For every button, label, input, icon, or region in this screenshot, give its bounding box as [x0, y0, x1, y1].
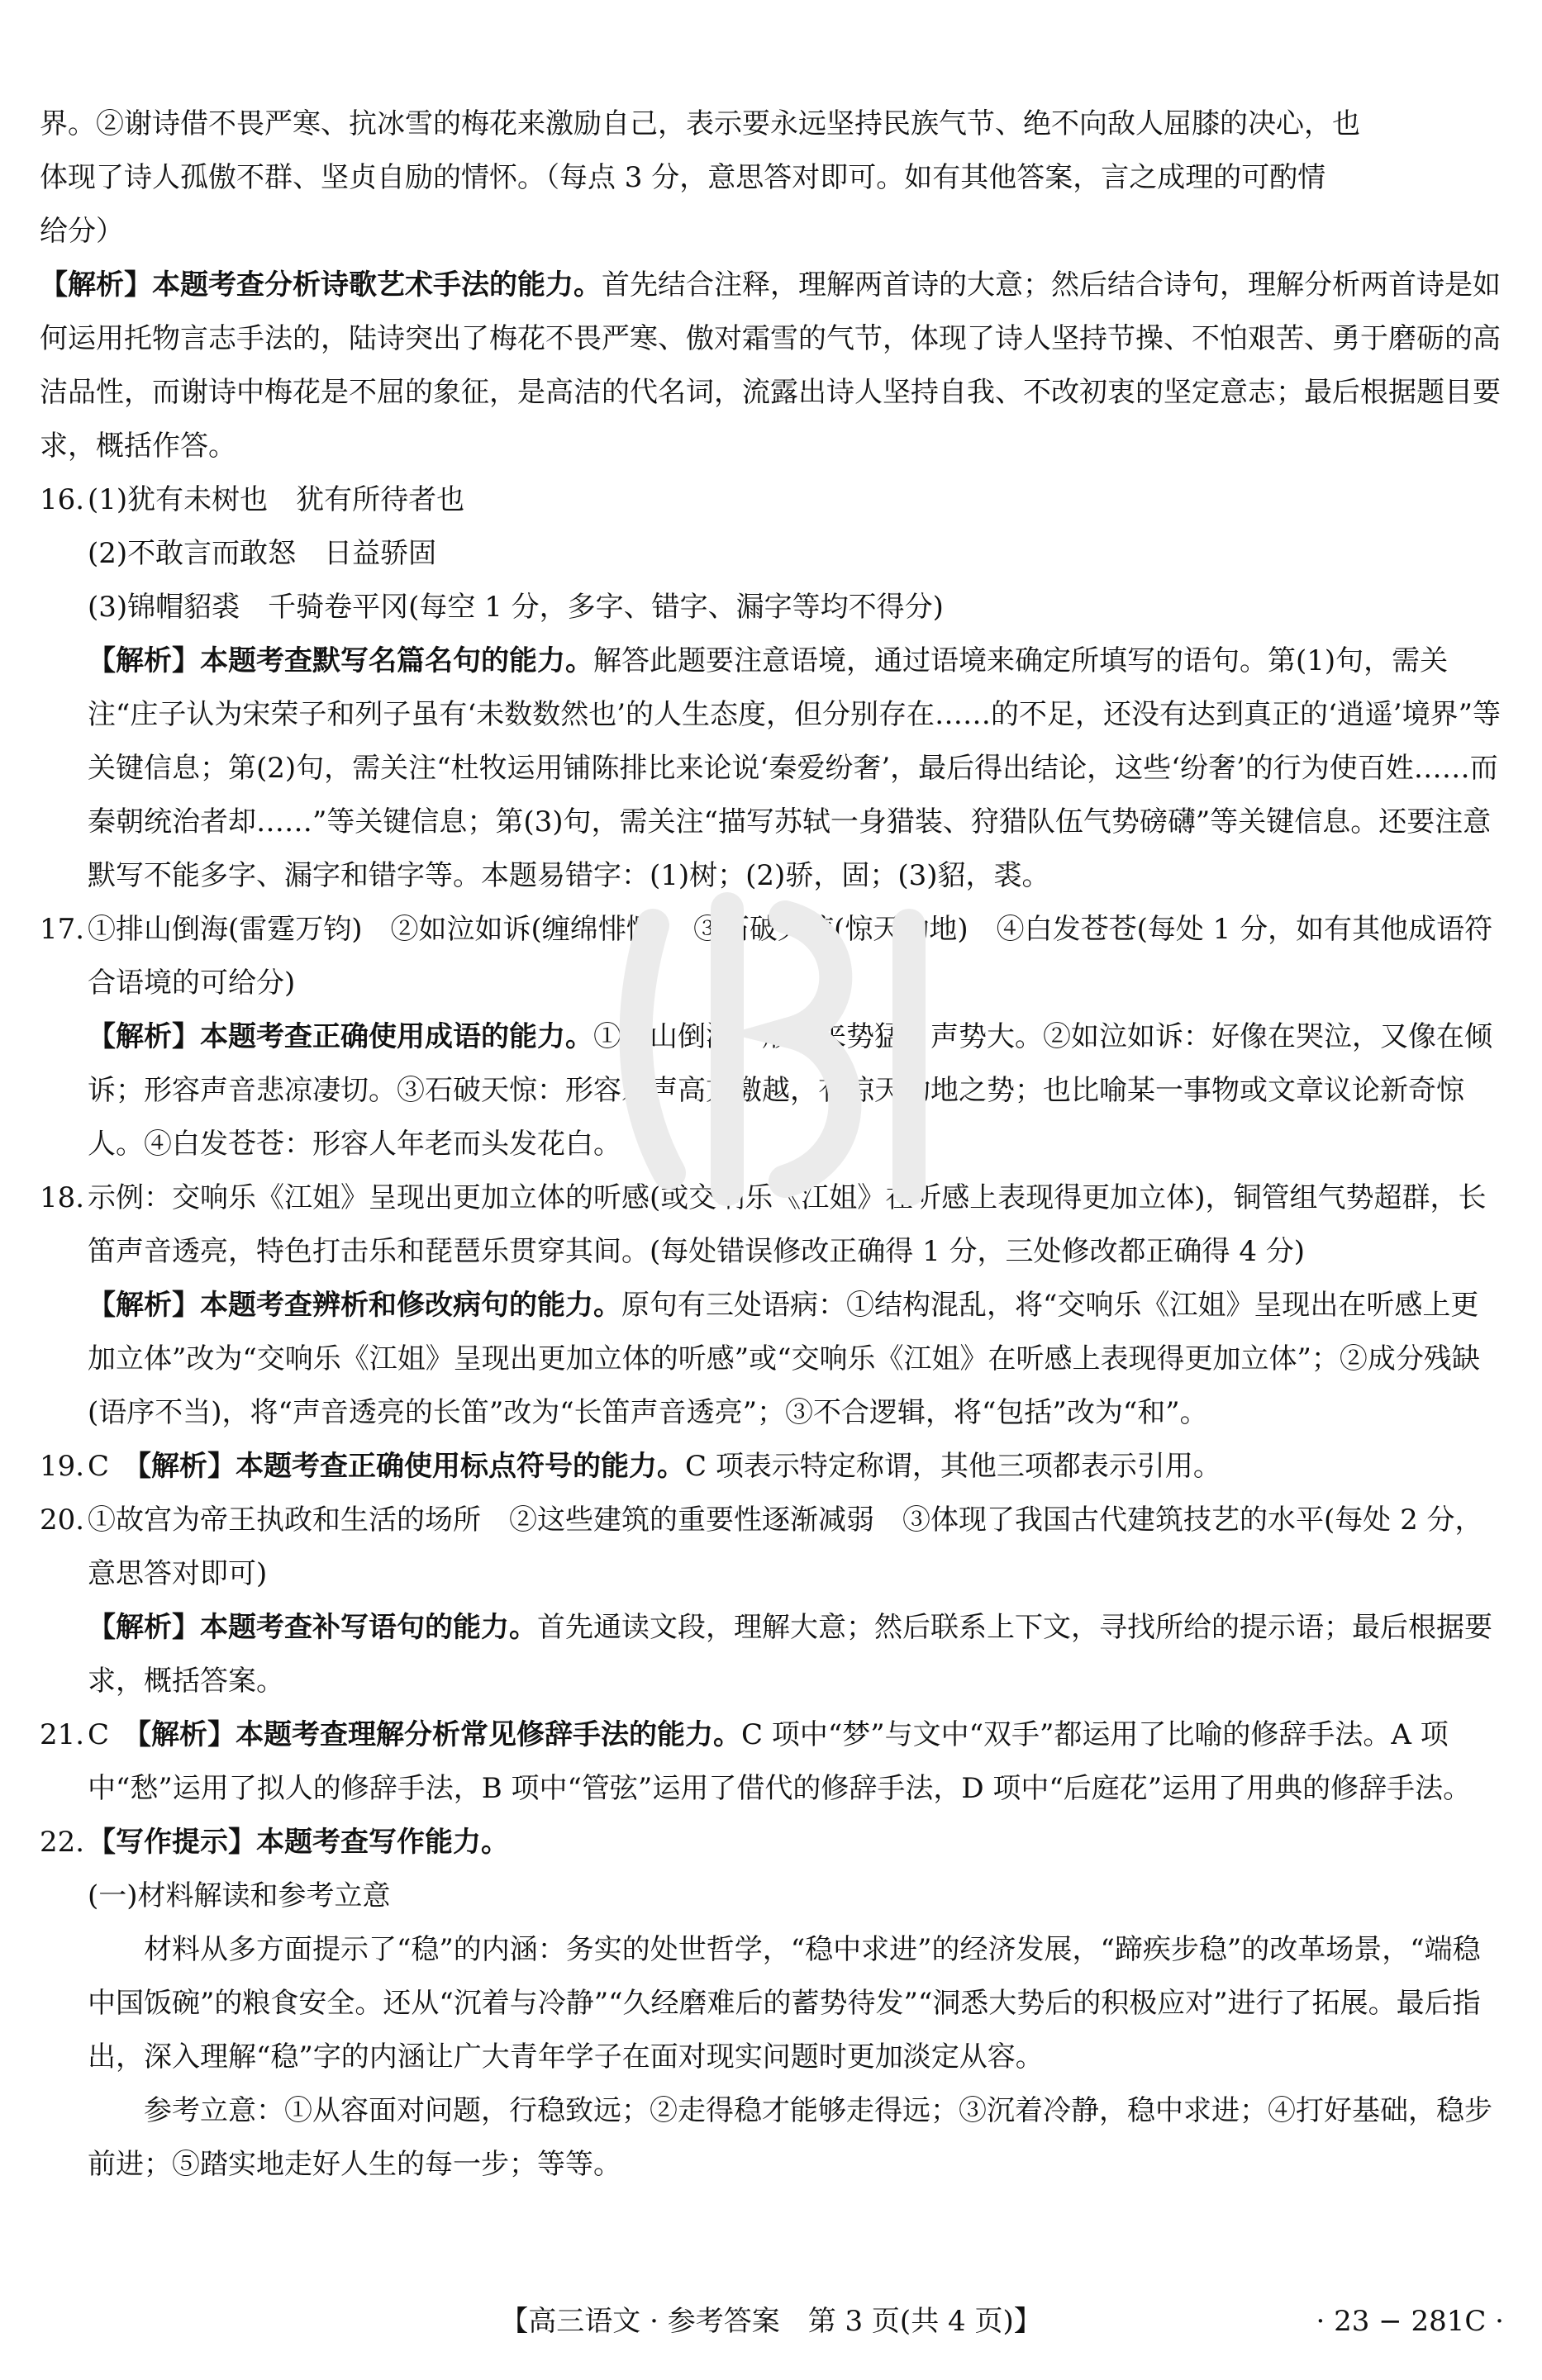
material-interpretation: 材料从多方面提示了“稳”的内涵：务实的处世哲学，“稳中求进”的经济发展，“蹄疾步稳”的改革场景，“端稳中国饭碗”的粮食安全。还从“沉着与冷静”“久经磨难后的蓄势待发”“洞悉大势后的积极应对”进行了拓展。最后指出，深入理解“稳”字的内涵让广大青年学子在面对现实问题时更加淡定从容。 — [88, 1933, 1481, 2074]
q19-answer — [88, 1440, 1502, 1494]
analysis-text: 首先通读文段，理解大意；然后联系上下文，寻找所给的提示语；最后根据要求，概括答案。 — [88, 1611, 1492, 1698]
analysis-label: 【解析】本题考查正确使用成语的能力。 — [88, 1020, 593, 1053]
question-16 — [40, 473, 1502, 903]
footer-code: · 23 − 281C · — [1316, 2305, 1504, 2338]
analysis-text: C 项中“梦”与文中“双手”都运用了比喻的修辞手法。A 项中“愁”运用了拟人的修辞手法，B 项中“管弦”运用了借代的修辞手法，D 项中“后庭花”运用了用典的修辞手法。 — [88, 1718, 1472, 1805]
question-number: 22. — [40, 1826, 85, 1859]
analysis-text: 首先结合注释，理解两首诗的大意；然后结合诗句，理解分析两首诗是如何运用托物言志手法的，陆诗突出了梅花不畏严寒、傲对霜雪的气节，体现了诗人坚持节操、不怕艰苦、勇于磨砺的高洁品性，而谢诗中梅花是不屈的象征，是高洁的代名词，流露出诗人坚持自我、不改初衷的坚定意志；最后根据题目要求，概括作答。 — [40, 268, 1501, 463]
question-22 — [40, 1816, 1502, 1869]
question-21 — [40, 1708, 1502, 1816]
answer-choice: C — [88, 1450, 138, 1483]
continuation-line-1: 界。②谢诗借不畏严寒、抗冰雪的梅花来激励自己，表示要永远坚持民族气节、绝不向敌人屈膝的决心，也 — [40, 107, 1360, 140]
q16-analysis — [88, 634, 1502, 903]
continuation-line-3: 给分） — [40, 215, 124, 248]
q20-analysis — [88, 1601, 1502, 1708]
q15-analysis — [40, 259, 1502, 473]
footer-page-info: 【高三语文 · 参考答案 第 3 页(共 4 页)】 — [500, 2305, 1042, 2338]
continuation-line-2: 体现了诗人孤傲不群、坚贞自励的情怀。（每点 3 分，意思答对即可。如有其他答案，言之成理的可酌情 — [40, 161, 1326, 194]
analysis-label: 【解析】本题考查辨析和修改病句的能力。 — [88, 1289, 621, 1322]
q17-analysis — [88, 1010, 1502, 1171]
answer-line: ①排山倒海(雷霆万钧) ②如泣如诉(缠绵悱恻) ③石破天惊(惊天动地) ④白发苍苍(每处 1 分，如有其他成语符合语境的可给分) — [88, 913, 1493, 1000]
question-19 — [40, 1440, 1502, 1494]
question-number: 21. — [40, 1718, 85, 1751]
q18-analysis — [88, 1279, 1502, 1440]
answer-page — [40, 97, 1502, 2192]
analysis-text: 解答此题要注意语境，通过语境来确定所填写的语句。第(1)句，需关注“庄子认为宋荣子和列子虽有‘未数数然也’的人生态度，但分别存在……的不足，还没有达到真正的‘逍遥’境界”等关键信息；第(2)句，需关注“杜牧运用铺陈排比来论说‘秦爱纷奢’，最后得出结论，这些‘纷奢’的行为使百姓……而秦朝统治者却……”等关键信息；第(3)句，需关注“描写苏轼一身猎装、狩猎队伍气势磅礴”等关键信息。还要注意默写不能多字、漏字和错字等。本题易错字：(1)树；(2)骄，固；(3)貂，裘。 — [88, 644, 1501, 892]
writing-tip-label: 【写作提示】本题考查写作能力。 — [88, 1826, 509, 1859]
answer-line: ①故宫为帝王执政和生活的场所 ②这些建筑的重要性逐渐减弱 ③体现了我国古代建筑技艺的水平(每处 2 分，意思答对即可) — [88, 1504, 1483, 1590]
question-number: 19. — [40, 1450, 85, 1483]
analysis-text: 原句有三处语病：①结构混乱，将“交响乐《江姐》呈现出在听感上更加立体”改为“交响乐《江姐》呈现出更加立体的听感”或“交响乐《江姐》在听感上表现得更加立体”；②成分残缺(语序不当)，将“声音透亮的长笛”改为“长笛声音透亮”；③不合逻辑，将“包括”改为“和”。 — [88, 1289, 1480, 1429]
analysis-text: ①排山倒海：形容来势猛，声势大。②如泣如诉：好像在哭泣，又像在倾诉；形容声音悲凉凄切。③石破天惊：形容乐声高亢激越，有惊天动地之势；也比喻某一事物或文章议论新奇惊人。④白发苍苍：形容人年老而头发花白。 — [88, 1020, 1492, 1161]
section-heading: (一)材料解读和参考立意 — [88, 1879, 391, 1912]
analysis-label: 【解析】本题考查正确使用标点符号的能力。 — [137, 1450, 686, 1483]
question-number: 16. — [40, 483, 85, 516]
analysis-text: C 项表示特定称谓，其他三项都表示引用。 — [685, 1450, 1221, 1483]
reference-theses: 参考立意：①从容面对问题，行稳致远；②走得稳才能够走得远；③沉着冷静，稳中求进；④打好基础，稳步前进；⑤踏实地走好人生的每一步；等等。 — [88, 2094, 1492, 2181]
q21-answer — [88, 1708, 1502, 1816]
answer-line: 示例：交响乐《江姐》呈现出更加立体的听感(或交响乐《江姐》在听感上表现得更加立体)，铜管组气势超群，长笛声音透亮，特色打击乐和琵琶乐贯穿其间。(每处错误修改正确得 1 分，三处修改都正确得 4 分) — [88, 1181, 1487, 1268]
answer-line: (3)锦帽貂裘 千骑卷平冈(每空 1 分，多字、错字、漏字等均不得分) — [88, 591, 944, 624]
question-number: 20. — [40, 1504, 85, 1537]
question-20 — [40, 1494, 1502, 1708]
question-number: 17. — [40, 913, 85, 946]
question-18 — [40, 1171, 1502, 1440]
analysis-label: 【解析】本题考查理解分析常见修辞手法的能力。 — [137, 1718, 742, 1751]
answer-line: (2)不敢言而敢怒 日益骄固 — [88, 537, 437, 570]
question-number: 18. — [40, 1181, 85, 1214]
analysis-label: 【解析】本题考查补写语句的能力。 — [88, 1611, 537, 1644]
answer-line: (1)犹有未树也 犹有所待者也 — [88, 483, 465, 516]
analysis-label: 【解析】本题考查默写名篇名句的能力。 — [88, 644, 593, 677]
answer-choice: C — [88, 1718, 138, 1751]
question-17 — [40, 903, 1502, 1171]
analysis-label: 【解析】本题考查分析诗歌艺术手法的能力。 — [40, 268, 602, 302]
